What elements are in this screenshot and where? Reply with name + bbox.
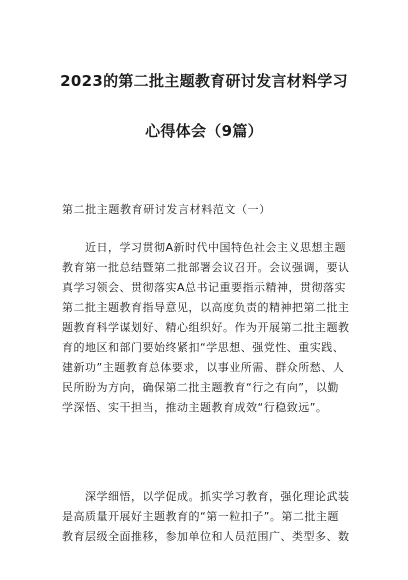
text-line: 第二批主题教育指导意见，以高度负责的精神把第二批主 [62,301,350,314]
text-line: 题教育科学谋划好、精心组织好。作为开展第二批主题教 [62,321,350,334]
text-line: 育的地区和部门要始终紧扣“学思想、强党性、重实践、 [62,341,345,354]
text-line: 真学习领会、贯彻落实A总书记重要指示精神，贯彻落实 [62,281,347,294]
text-line: 学深悟、实干担当，推动主题教育成效“行稳致远”。 [62,401,328,414]
text-line: 教育层级全面推移，参加单位和人员范围广、类型多、数 [62,530,350,543]
text-line: 教育第一批总结暨第二批部署会议召开。会议强调，要认 [62,261,350,274]
text-line: 是高质量开展好主题教育的“第一粒扣子”。第二批主题 [62,510,339,523]
text-line: 深学细悟，以学促成。抓实学习教育，强化理论武装 [62,490,350,503]
document-title-line-1: 2023的第二批主题教育研讨发言材料学习 [60,72,348,90]
text-line: 民所盼为方向，确保第二批主题教育“行之有向”，以勤 [62,381,339,394]
text-line: 建新功”主题教育总体要求，以事业所需、群众所愁、人 [62,361,345,374]
body-paragraph-2 [62,487,352,547]
body-paragraph-1 [62,238,352,418]
text-line: 近日，学习贯彻A新时代中国特色社会主义思想主题 [62,241,347,254]
document-title-line-2: 心得体会（9篇） [145,122,263,140]
section-heading: 第二批主题教育研讨发言材料范文（一） [62,203,271,216]
